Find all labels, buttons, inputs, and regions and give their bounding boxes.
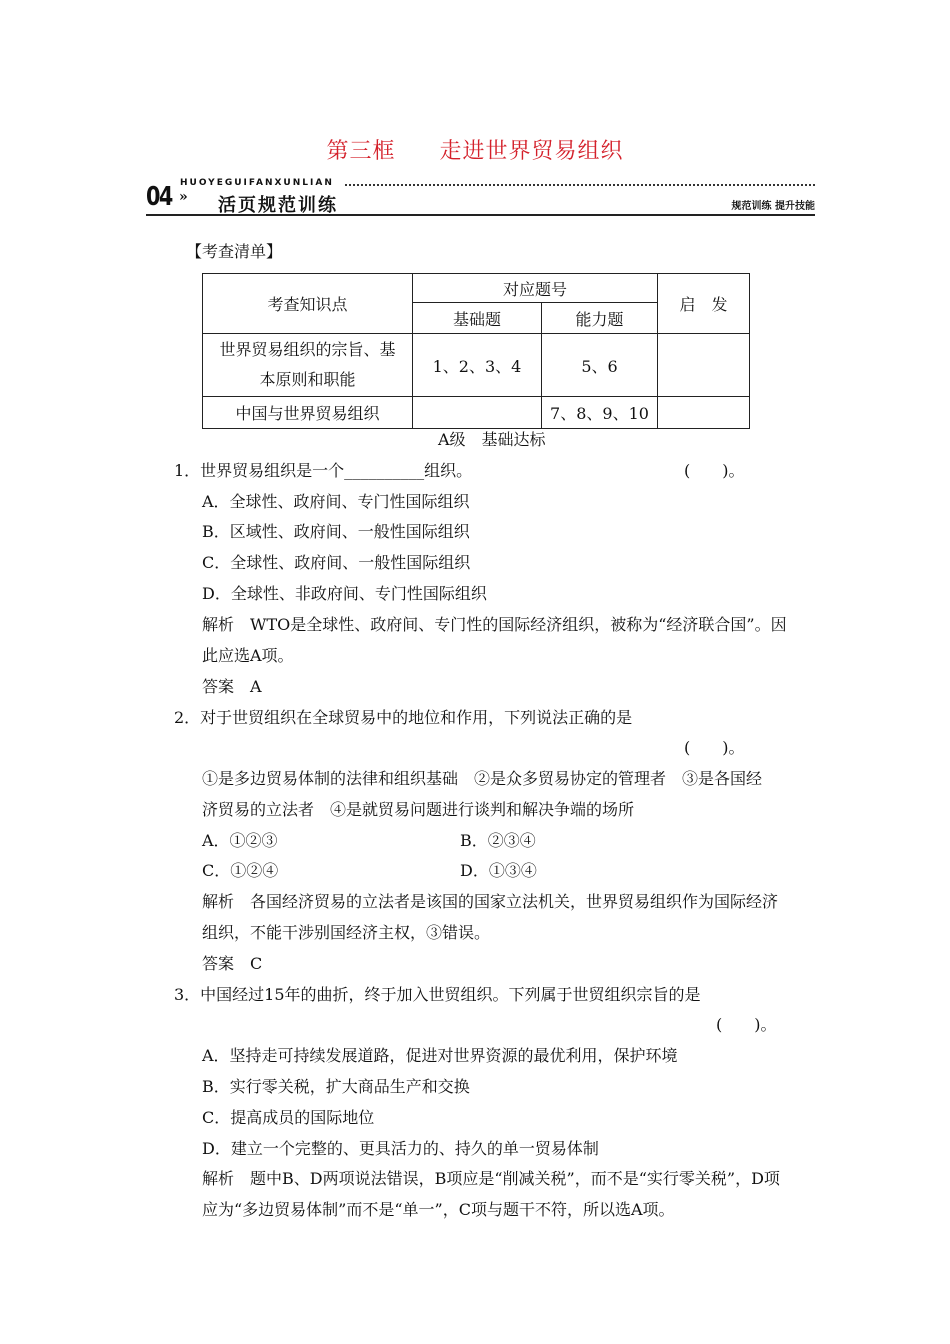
section-arrow-icon: » [179, 189, 188, 205]
option-a: A．坚持走可持续发展道路，促进对世界资源的最优利用，保护环境 [202, 1046, 678, 1065]
option-b: B．②③④ [460, 831, 536, 850]
analysis-line: 解析 各国经济贸易的立法者是该国的国家立法机关，世界贸易组织作为国际经济 [202, 892, 779, 911]
analysis-line: 应为“多边贸易体制”而不是“单一”，C项与题干不符，所以选A项。 [202, 1200, 675, 1219]
answer-parentheses: ( )。 [684, 738, 745, 757]
table-row [203, 334, 750, 397]
analysis-line: 解析 题中B、D两项说法错误，B项应是“削减关税”，而不是“实行零关税”，D项 [202, 1169, 780, 1188]
header-basic: 基础题 [413, 303, 542, 334]
option-d: D．①③④ [460, 861, 537, 880]
checklist-label: 【考查清单】 [186, 242, 283, 261]
header-ability: 能力题 [542, 303, 658, 334]
option-d: D．建立一个完整的、更具活力的、持久的单一贸易体制 [202, 1139, 599, 1158]
level-heading: A级 基础达标 [438, 430, 546, 449]
option-b: B．实行零关税，扩大商品生产和交换 [202, 1077, 470, 1096]
basic-cell [413, 397, 542, 429]
option-c: C．①②④ [202, 861, 279, 880]
option-b: B．区域性、政府间、一般性国际组织 [202, 522, 470, 541]
topic-cell [203, 334, 413, 397]
banner-dotted-line [345, 184, 815, 186]
insight-cell [658, 334, 750, 397]
header-knowledge: 考查知识点 [203, 274, 413, 334]
option-c: C．全球性、政府间、一般性国际组织 [202, 553, 471, 572]
table-row [203, 397, 750, 429]
section-title: 活页规范训练 [218, 195, 338, 216]
statement-line: 济贸易的立法者 ④是就贸易问题进行谈判和解决争端的场所 [202, 800, 635, 819]
insight-cell [658, 397, 750, 429]
answer: 答案 A [202, 677, 262, 696]
option-a: A．全球性、政府间、专门性国际组织 [202, 492, 470, 511]
title-part2: 走进世界贸易组织 [439, 139, 624, 164]
section-pinyin: HUOYEGUIFANXUNLIAN [180, 178, 334, 188]
section-slogan: 规范训练 提升技能 [731, 201, 815, 212]
header-questions: 对应题号 [413, 274, 658, 303]
ability-cell: 7、8、9、10 [542, 397, 658, 429]
checklist-table [202, 273, 750, 429]
banner-divider [146, 214, 815, 216]
topic-line1: 世界贸易组织的宗旨、基 [219, 340, 396, 359]
header-insight: 启 发 [658, 274, 750, 334]
page-title [0, 134, 950, 165]
topic-line2: 本原则和职能 [259, 370, 356, 389]
question-stem: 3．中国经过15年的曲折，终于加入世贸组织。下列属于世贸组织宗旨的是 [174, 985, 701, 1004]
option-c: C．提高成员的国际地位 [202, 1108, 375, 1127]
analysis-line: 此应选A项。 [202, 646, 294, 665]
ability-cell: 5、6 [542, 334, 658, 397]
question-stem: 1．世界贸易组织是一个__________组织。 [174, 461, 473, 480]
statement-line: ①是多边贸易体制的法律和组织基础 ②是众多贸易协定的管理者 ③是各国经 [202, 769, 763, 788]
answer: 答案 C [202, 954, 263, 973]
option-a: A．①②③ [202, 831, 278, 850]
analysis-line: 解析 WTO是全球性、政府间、专门性的国际经济组织，被称为“经济联合国”。因 [202, 615, 787, 634]
answer-parentheses: ( )。 [684, 461, 745, 480]
basic-cell: 1、2、3、4 [413, 334, 542, 397]
answer-parentheses: ( )。 [716, 1015, 777, 1034]
question-stem: 2．对于世贸组织在全球贸易中的地位和作用，下列说法正确的是 [174, 708, 633, 727]
option-d: D．全球性、非政府间、专门性国际组织 [202, 584, 487, 603]
topic-cell: 中国与世界贸易组织 [203, 397, 413, 429]
title-part1: 第三框 [326, 139, 396, 164]
analysis-line: 组织，不能干涉别国经济主权，③错误。 [202, 923, 491, 942]
section-number: 04 [146, 182, 172, 212]
